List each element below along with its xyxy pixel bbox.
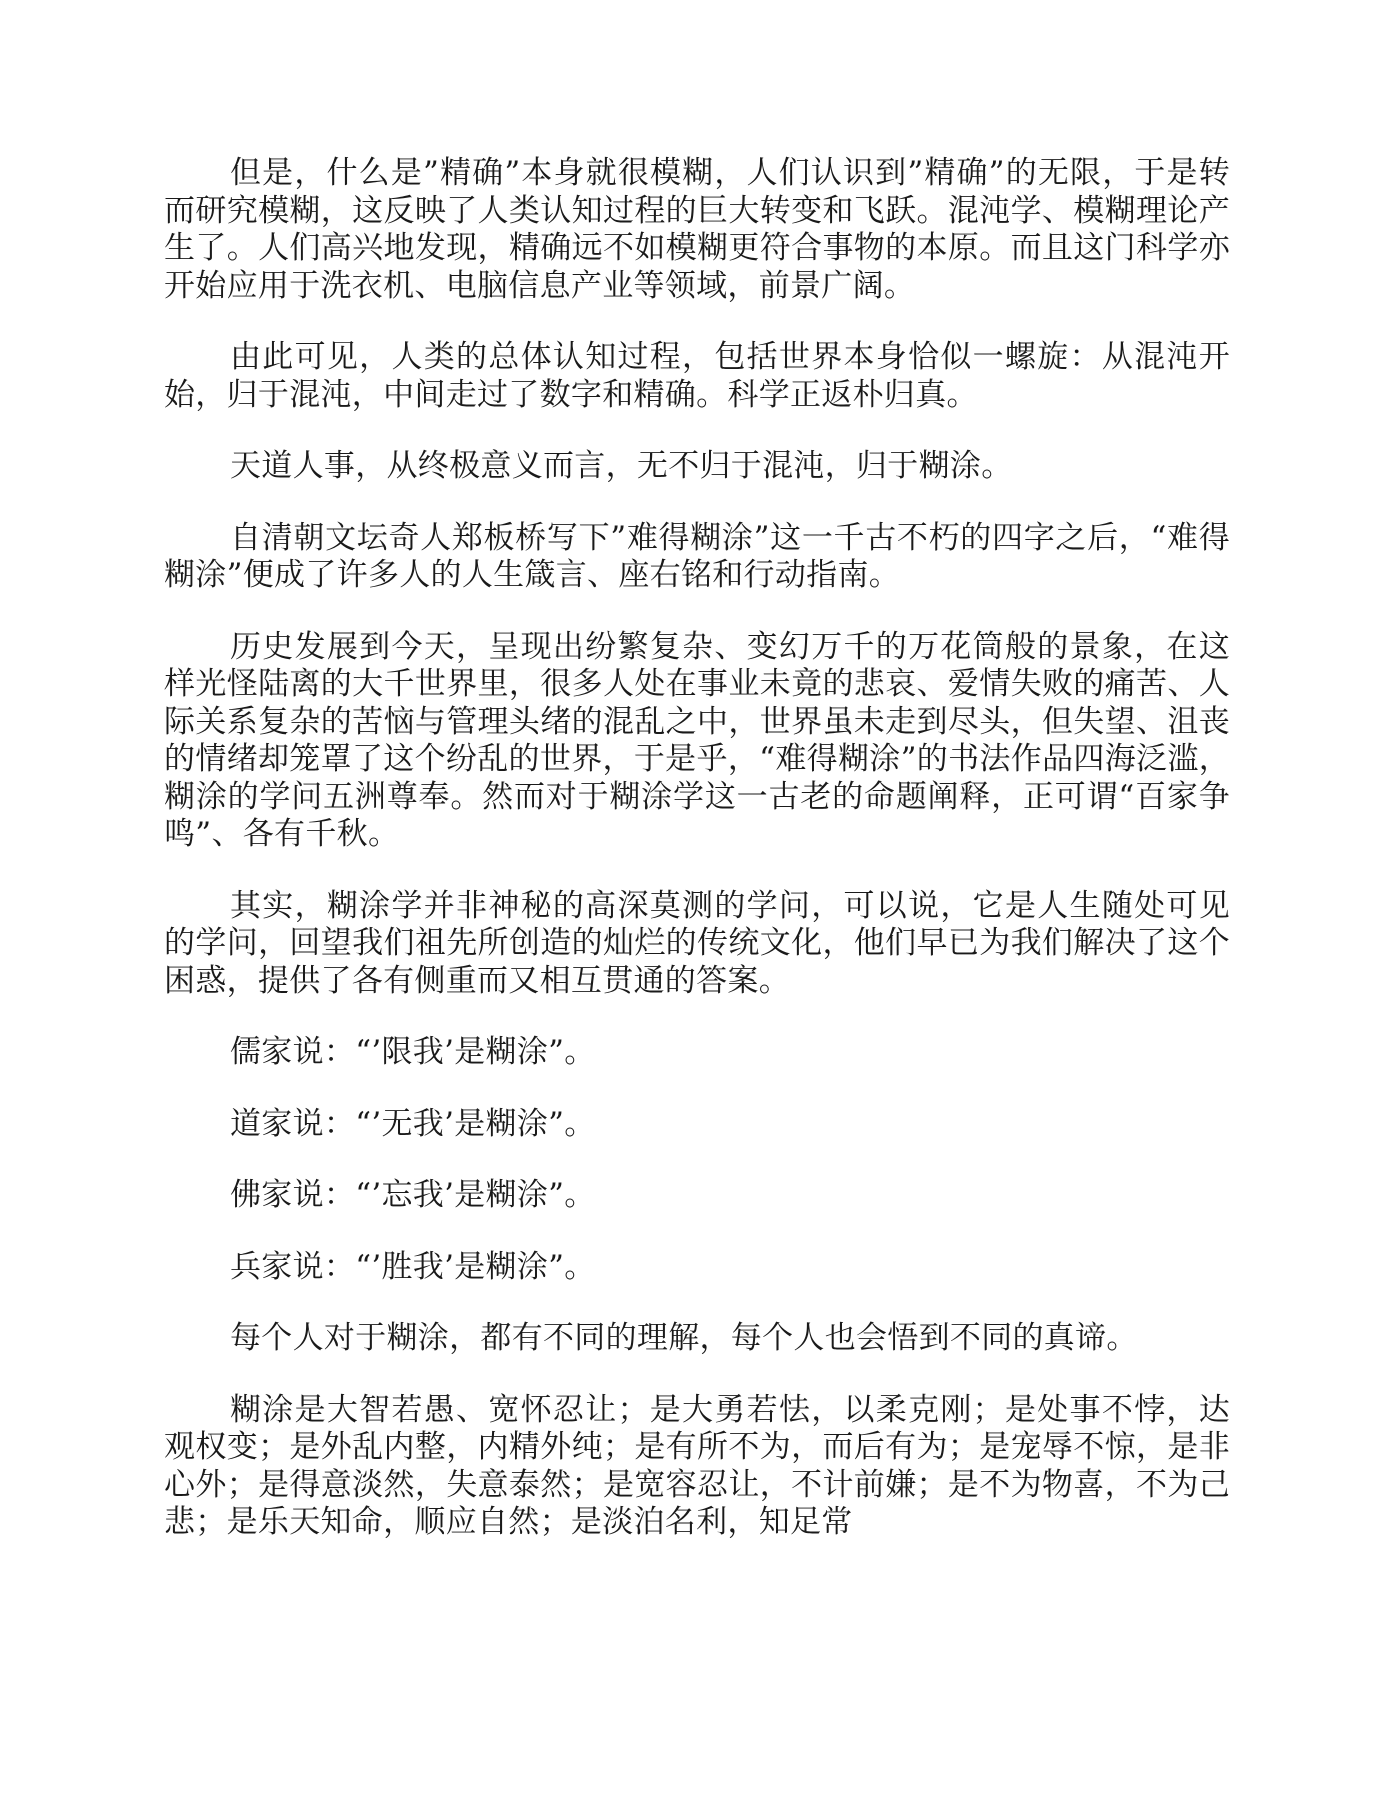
paragraph-9: 佛家说：“’忘我’是糊涂”。 (230, 1177, 596, 1213)
paragraph-3: 天道人事，从终极意义而言，无不归于混沌，归于糊涂。 (230, 448, 1013, 484)
paragraph-4: 自清朝文坛奇人郑板桥写下”难得糊涂”这一千古不朽的四字之后，“难得糊涂”便成了许多人的人生箴言、座右铭和行动指南。 (164, 519, 1230, 593)
paragraph-10: 兵家说：“’胜我’是糊涂”。 (230, 1248, 596, 1285)
paragraph-11: 每个人对于糊涂，都有不同的理解，每个人也会悟到不同的真谛。 (230, 1320, 1138, 1356)
paragraph-2: 由此可见，人类的总体认知过程，包括世界本身恰似一螺旋：从混沌开始，归于混沌，中间走过了数字和精确。科学正返朴归真。 (164, 339, 1230, 413)
paragraph-6: 其实，糊涂学并非神秘的高深莫测的学问，可以说，它是人生随处可见的学问，回望我们祖先所创造的灿烂的传统文化，他们早已为我们解决了这个困惑，提供了各有侧重而又相互贯通的答案。 (164, 887, 1230, 999)
document-body (164, 155, 1230, 1542)
paragraph-5: 历史发展到今天，呈现出纷繁复杂、变幻万千的万花筒般的景象，在这样光怪陆离的大千世界里，很多人处在事业未竟的悲哀、爱情失败的痛苦、人际关系复杂的苦恼与管理头绪的混乱之中，世界虽未走到尽头，但失望、沮丧的情绪却笼罩了这个纷乱的世界，于是乎，“难得糊涂”的书法作品四海泛滥，糊涂的学问五洲尊奉。然而对于糊涂学这一古老的命题阐释，正可谓“百家争鸣”、各有千秋。 (164, 628, 1230, 852)
paragraph-8: 道家说：“’无我’是糊涂”。 (230, 1105, 596, 1142)
paragraph-12: 糊涂是大智若愚、宽怀忍让；是大勇若怯，以柔克刚；是处事不悖，达观权变；是外乱内整，内精外纯；是有所不为，而后有为；是宠辱不惊，是非心外；是得意淡然，失意泰然；是宽容忍让，不计前嫌；是不为物喜，不为己悲；是乐天知命，顺应自然；是淡泊名利，知足常 (164, 1391, 1230, 1540)
paragraph-1: 但是，什么是”精确”本身就很模糊，人们认识到”精确”的无限，于是转而研究模糊，这反映了人类认知过程的巨大转变和飞跃。混沌学、模糊理论产生了。人们高兴地发现，精确远不如模糊更符合事物的本原。而且这门科学亦开始应用于洗衣机、电脑信息产业等领域，前景广阔。 (164, 155, 1230, 304)
paragraph-7: 儒家说：“’限我’是糊涂”。 (230, 1034, 596, 1070)
